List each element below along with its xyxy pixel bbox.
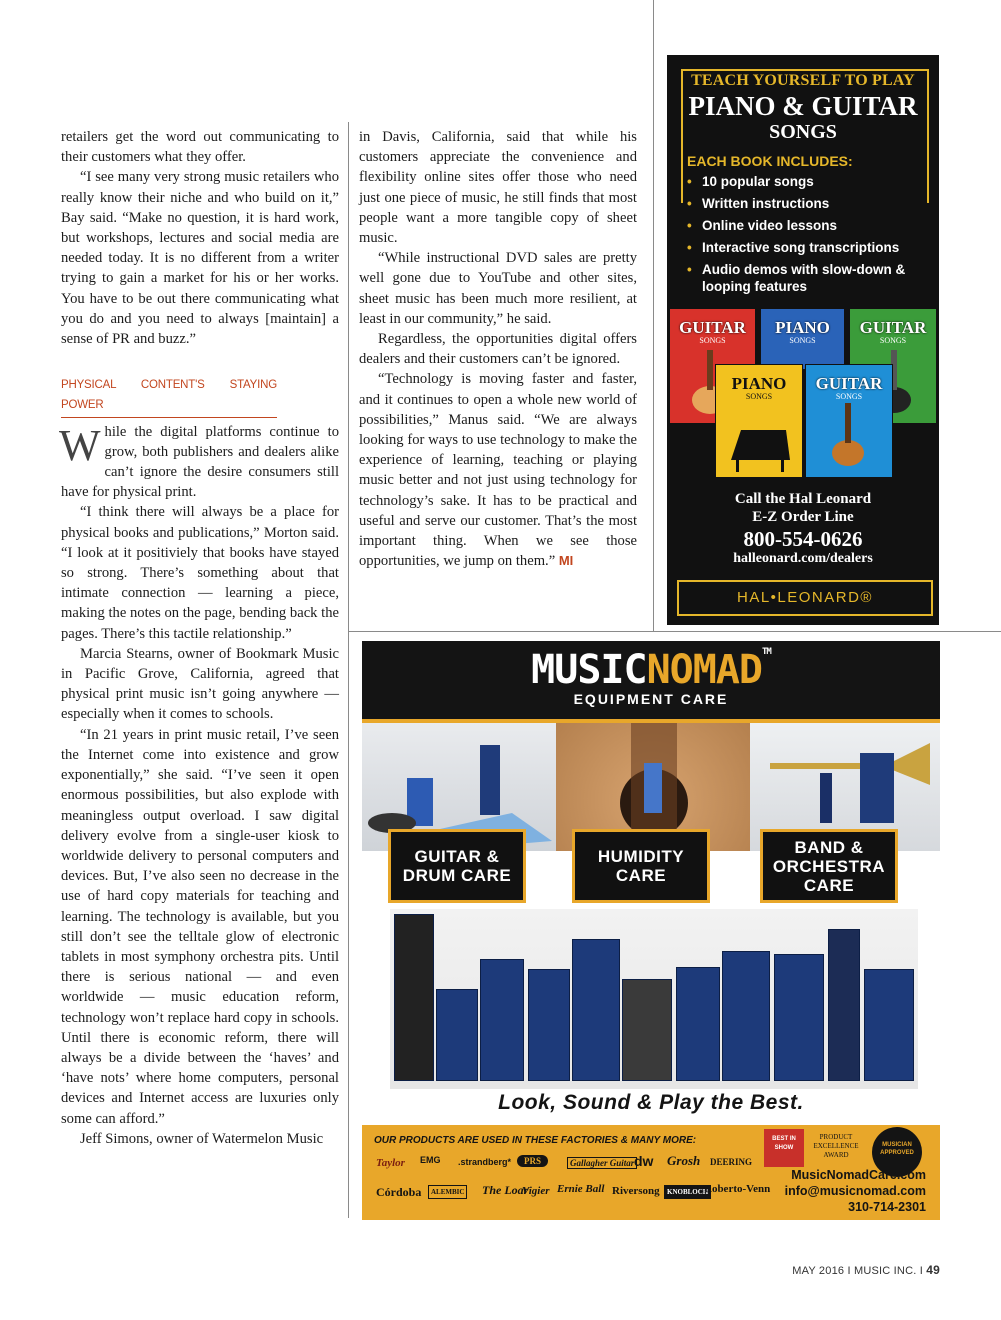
product-box [394, 914, 434, 1081]
brand-logo: .strandberg* [458, 1157, 512, 1167]
product-box [828, 929, 860, 1081]
ad-headline: PIANO & GUITAR [688, 91, 918, 121]
paragraph: “In 21 years in print music retail, I’ve seen the Internet come into existence and grow exponentially,” she said. “I’ve seen it open enormous possibilities, but also explode with meaningless output overload. I saw digital delivery evolve from a single-user kiosk to worldwide delivery to personal computers and devices. But, I’ve also seen no decrease in the use of hard copy materials for teaching and learning. The technology is available, but you still don’t see the telltale glow of electronic tablets in most symphony orchestra pits. Until there is serious national — and even worldwide — music education reform, technology won’t replace hard copy in schools. Until there is economic reform, there will always be a divide between the ‘haves’ and ‘have nots’ where home computers, personal devices and Internet access are luxuries only some can afford.” [61, 726, 339, 1127]
brand-logo: DEERING [710, 1157, 753, 1167]
page-number: 49 [926, 1263, 940, 1277]
paragraph: in Davis, California, said that while his customers appreciate the convenience and flexibility online sites offer those who need just one piece of music, he still finds that most people want a more tangible copy of sheet music. [359, 129, 637, 247]
ad-subtitle: EQUIPMENT CARE [573, 691, 729, 707]
brand-logo: Ernie Ball [557, 1183, 605, 1195]
ad-divider-rule [349, 631, 1001, 632]
paragraph: “I see many very strong music retailers who really know their niche and who build on it,” Bay said. “Make no question, it is hard work, but workshops, lectures and social media are needed today. It is no different from a writer trying to gain a market for his or her works. You have to be out there communicating what you do and you need to always [maintain] a sense of PR and buzz.” [61, 169, 339, 348]
column-divider-rule [348, 122, 349, 1218]
product-box [572, 939, 620, 1081]
ad-footer [362, 1125, 940, 1220]
brand-logo: Vigier [522, 1185, 550, 1197]
product-box [436, 989, 478, 1081]
includes-heading: EACH BOOK INCLUDES: [687, 153, 853, 169]
product-award-badge: PRODUCT EXCELLENCE AWARD [813, 1133, 859, 1159]
best-in-show-badge: BEST IN SHOW [764, 1129, 804, 1167]
guitar-image [806, 401, 892, 471]
call-line-2: E-Z Order Line [752, 509, 854, 525]
paragraph: Regardless, the opportunities digital offers dealers and their customers can’t be ignored. [359, 331, 637, 368]
brand-logo: KNOBLOCH [664, 1185, 711, 1199]
product-box [480, 959, 524, 1081]
article-column-2 [359, 127, 637, 571]
book-cover: PIANO SONGS [715, 364, 803, 478]
book-cover: GUITAR SONGS [849, 308, 937, 424]
top-vertical-rule [653, 0, 654, 632]
humidity-care-button[interactable]: HUMIDITY CARE [572, 829, 710, 903]
paragraph: “While instructional DVD sales are pretty well gone due to YouTube and other sites, sheet music has been much more resilient, at least in our community,” he said. [359, 250, 637, 327]
brand-logo: Taylor [376, 1157, 405, 1169]
ad-subhead: SONGS [769, 121, 837, 143]
feature-item: • Audio demos with slow-down & looping features [687, 261, 932, 295]
feature-item: • Online video lessons [687, 217, 932, 234]
product-box [774, 954, 824, 1081]
musician-approved-badge: MUSICIAN APPROVED [872, 1127, 922, 1177]
drop-cap: W [59, 420, 101, 470]
book-cover: GUITAR SONGS [805, 364, 893, 478]
hal-leonard-ad[interactable] [667, 55, 939, 625]
product-box [864, 969, 914, 1081]
brand-logo: EMG [420, 1155, 441, 1165]
product-box [722, 951, 770, 1081]
brand-logo: dw [634, 1153, 654, 1169]
brand-logo: Riversong [612, 1185, 660, 1197]
hal-leonard-logo: HAL•LEONARD® [677, 580, 933, 616]
ad-kicker: TEACH YOURSELF TO PLAY [691, 72, 915, 89]
product-box [622, 979, 672, 1081]
brand-logo: The Loar [482, 1183, 529, 1197]
phone-number[interactable]: 310-714-2301 [848, 1200, 926, 1214]
music-nomad-ad[interactable] [362, 641, 940, 1220]
product-box [528, 969, 570, 1081]
call-line-1: Call the Hal Leonard [734, 491, 872, 507]
paragraph: Marcia Stearns, owner of Bookmark Music in Pacific Grove, California, agreed that physical print music isn’t going anywhere — especially when it comes to schools. [61, 645, 339, 723]
book-cover: PIANO SONGS [760, 308, 845, 370]
product-lineup-image [390, 909, 918, 1089]
order-phone[interactable]: 800-554-0626 [743, 527, 863, 551]
brand-logo: Gallagher Guitar [567, 1157, 637, 1169]
paragraph: While the digital platforms continue to grow, both publishers and dealers alike can’t ignore the desire consumers still have for physical print. [59, 420, 339, 501]
brand-logo: PRS [517, 1155, 548, 1167]
paragraph: “I think there will always be a place for physical books and publications,” Morton said. “I look at it positiviely that books have stayed so strong. There’s something about that intimate connection — learning a piece, making the notes on the page, bending back the pages. There’s this tactile relationship.” [61, 504, 339, 642]
guitar-drum-care-button[interactable]: GUITAR & DRUM CARE [388, 829, 526, 903]
brand-logo: ALEMBIC [428, 1185, 467, 1199]
website-link[interactable]: MusicNomadCare.com [791, 1168, 926, 1182]
feature-item: • 10 popular songs [687, 173, 932, 190]
paragraph: retailers get the word out communicating to their customers what they offer. [61, 129, 339, 166]
feature-item: • Interactive song transcriptions [687, 239, 932, 256]
footer-heading: OUR PRODUCTS ARE USED IN THESE FACTORIES & MANY MORE: [374, 1135, 697, 1146]
book-cover: GUITAR SONGS [669, 308, 756, 424]
dealer-url-link[interactable]: halleonard.com/dealers [733, 551, 873, 566]
product-box [676, 967, 720, 1081]
paragraph: “Technology is moving faster and faster, and it continues to open a whole new world of possibilities,” Manus said. “We are always looking for ways to use technology to make the experience of learning, teaching or playing music better and not just using technology for technology’s sake. It has to be practical and useful and serve our customer. That’s the most important thing. When we see those opportunities, we jump on them.” MI [359, 371, 637, 570]
brand-logo: Grosh [667, 1153, 701, 1168]
paragraph: Jeff Simons, owner of Watermelon Music [80, 1130, 324, 1147]
article-column-1 [61, 127, 339, 1149]
email-link[interactable]: info@musicnomad.com [784, 1184, 926, 1198]
page-folio: MAY 2016 I MUSIC INC. I 49 [792, 1263, 940, 1277]
section-heading: PHYSICAL CONTENT'S STAYING POWER [61, 375, 277, 417]
band-orchestra-care-button[interactable]: BAND & ORCHESTRA CARE [760, 829, 898, 903]
feature-item: • Written instructions [687, 195, 932, 212]
ad-header [362, 641, 940, 719]
end-mark: MI [558, 553, 574, 569]
ad-tagline: Look, Sound & Play the Best. [498, 1091, 804, 1114]
feature-list [687, 173, 932, 300]
brand-logo: Roberto-Venn [704, 1183, 771, 1195]
brand-logo: Córdoba [376, 1185, 422, 1199]
piano-image [716, 405, 802, 475]
music-nomad-logo: MUSICNOMAD™ [531, 647, 771, 693]
